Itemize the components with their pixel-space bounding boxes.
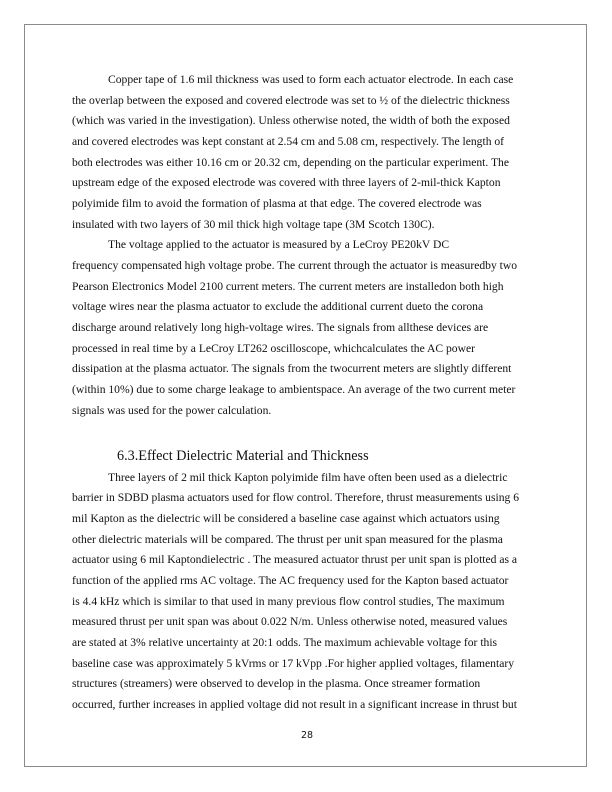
text-line: insulated with two layers of 30 mil thick high voltage tape (3M Scotch 130C).: [72, 217, 435, 231]
text-line: processed in real time by a LeCroy LT262 oscilloscope, whichcalculates the AC power: [72, 341, 475, 355]
text-line: upstream edge of the exposed electrode was covered with three layers of 2-mil-thick Kapton: [72, 176, 501, 190]
text-line: is 4.4 kHz which is similar to that used in many previous flow control studies, The maximum: [72, 594, 505, 608]
section-heading: 6.3.Effect Dielectric Material and Thickness: [117, 447, 369, 464]
text-line: dissipation at the plasma actuator. The signals from the twocurrent meters are slightly different: [72, 362, 512, 376]
text-line: (within 10%) due to some charge leakage to ambientspace. An average of the two current meter: [72, 382, 516, 396]
text-line: discharge around relatively long high-voltage wires. The signals from allthese devices are: [72, 320, 489, 334]
text-line: are stated at 3% relative uncertainty at 20:1 odds. The maximum achievable voltage for this: [72, 636, 498, 649]
text-line: signals was used for the power calculation.: [72, 403, 272, 417]
text-line: The voltage applied to the actuator is measured by a LeCroy PE20kV DC: [108, 238, 450, 252]
paragraph-electrode-construction: [72, 70, 542, 235]
text-line: barrier in SDBD plasma actuators used for flow control. Therefore, thrust measurements using 6: [72, 491, 519, 505]
text-line: and covered electrodes was kept constant at 2.54 cm and 5.08 cm, respectively. The length of: [72, 134, 505, 148]
text-line: both electrodes was either 10.16 cm or 20.32 cm, depending on the particular experiment. The: [72, 155, 509, 169]
text-line: Three layers of 2 mil thick Kapton polyimide film have often been used as a dielectric: [108, 470, 508, 484]
text-line: baseline case was approximately 5 kVrms or 17 kVpp .For higher applied voltages, filamentary: [72, 656, 514, 670]
text-line: polyimide film to avoid the formation of plasma at that edge. The covered electrode was: [72, 196, 482, 210]
text-line: function of the applied rms AC voltage. The AC frequency used for the Kapton based actuator: [72, 574, 509, 588]
paragraph-spacer: [72, 421, 542, 442]
text-line: mil Kapton as the dielectric will be considered a baseline case against which actuators using: [72, 512, 500, 526]
paragraph-dielectric-baseline: [72, 468, 542, 716]
text-line: structures (streamers) were observed to develop in the plasma. Once streamer formation: [72, 677, 481, 691]
paragraph-measurement-setup: [72, 235, 542, 421]
text-line: Copper tape of 1.6 mil thickness was used to form each actuator electrode. In each case: [108, 73, 514, 86]
text-line: (which was varied in the investigation). Unless otherwise noted, the width of both the exposed: [72, 114, 510, 128]
text-line: frequency compensated high voltage probe. The current through the actuator is measuredby two: [72, 258, 518, 272]
page-content: [72, 70, 542, 716]
text-line: occurred, further increases in applied voltage did not result in a significant increase in thrust but: [72, 697, 517, 711]
text-line: measured thrust per unit span was about 0.022 N/m. Unless otherwise noted, measured values: [72, 615, 508, 629]
text-line: voltage wires near the plasma actuator to exclude the additional current dueto the corona: [72, 300, 484, 314]
page-number: 28: [300, 730, 314, 741]
text-line: Pearson Electronics Model 2100 current meters. The current meters are installedon both high: [72, 279, 504, 293]
text-line: the overlap between the exposed and covered electrode was set to ½ of the dielectric thickness: [72, 93, 510, 107]
text-line: other dielectric materials will be compared. The thrust per unit span measured for the plasma: [72, 532, 503, 546]
text-line: actuator using 6 mil Kaptondielectric . The measured actuator thrust per unit span is plotted as a: [72, 553, 518, 567]
